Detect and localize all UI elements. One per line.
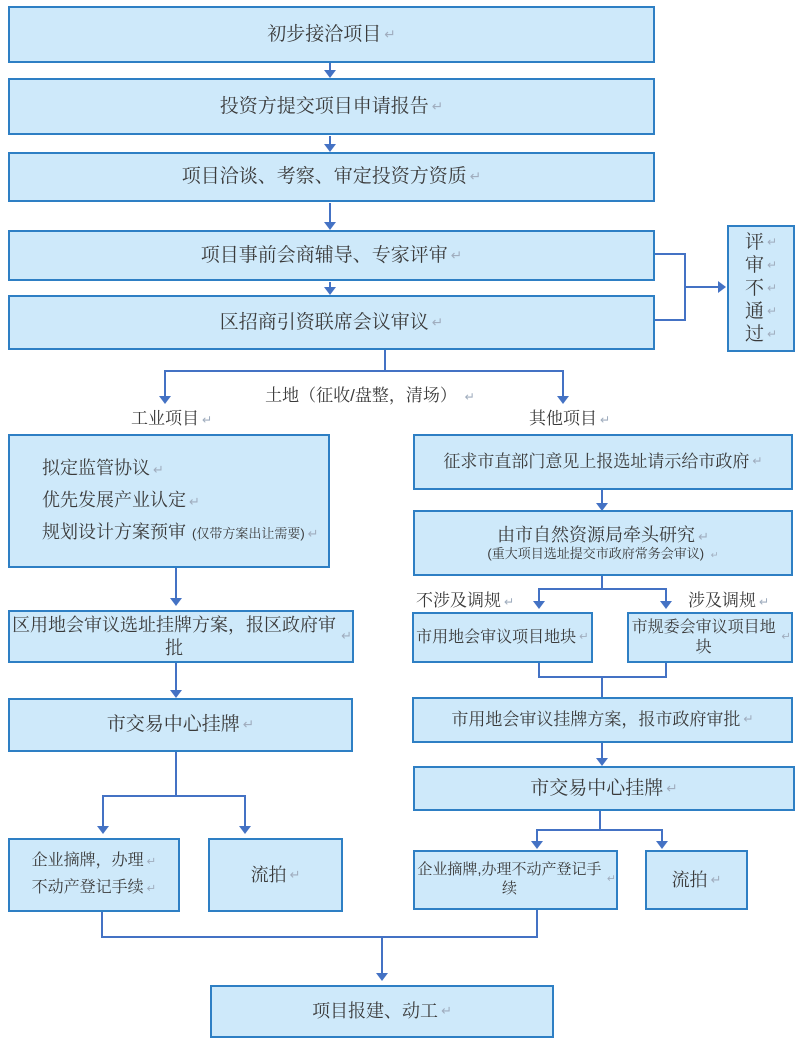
return-mark: ↵ (766, 258, 778, 272)
arrowhead-ind-1 (170, 598, 182, 606)
flow-box-expert-review-label: 项目事前会商辅导、专家评审 (200, 244, 448, 266)
return-mark: ↵ (431, 314, 444, 330)
arrowhead-main-3-4 (324, 222, 336, 230)
arrowhead-split-right (557, 396, 569, 404)
connector-joint-meeting-fail (655, 319, 686, 321)
return-mark: ↵ (766, 235, 778, 249)
final-box (210, 985, 554, 1038)
planning-committee-box (627, 612, 793, 663)
connector-oth-split2-stub (599, 811, 601, 831)
review-fail-char: 不 (744, 278, 764, 299)
arrowhead-oth-split2-left (531, 841, 543, 849)
no-adjust-label: 不涉及调规 ↵ (416, 591, 515, 610)
district-review-box (8, 610, 354, 663)
other-failed-auction-label: 流拍 (671, 869, 708, 890)
industrial-failed-auction-box (208, 838, 343, 912)
flow-box-expert-review (8, 230, 655, 281)
flow-box-negotiation-qualification (8, 152, 655, 202)
other-delist-label: 企业摘牌,办理不动产登记手续 (417, 861, 602, 897)
resource-bureau-label: 由市自然资源局牵头研究 (497, 524, 696, 545)
arrowhead-oth-split-left (533, 601, 545, 609)
review-fail-char: 审 (744, 255, 764, 276)
return-mark: ↵ (146, 856, 157, 868)
return-mark: ↵ (743, 712, 754, 727)
connector-oth-split-right (665, 588, 667, 602)
return-mark: ↵ (441, 1003, 452, 1019)
return-mark: ↵ (307, 526, 319, 541)
connector-final-bar (101, 936, 538, 938)
arrowhead-ind-2 (170, 690, 182, 698)
connector-ind-split-bar (102, 795, 246, 797)
flow-box-application-report-label: 投资方提交项目申请报告 (219, 95, 429, 117)
arrowhead-final (376, 973, 388, 981)
connector-expert-review-fail (655, 253, 686, 255)
return-mark: ↵ (600, 413, 611, 427)
connector-oth-split-bar (538, 588, 667, 590)
connector-final-right (536, 910, 538, 938)
connector-final-left (101, 912, 103, 938)
return-mark: ↵ (289, 866, 301, 882)
connector-oth-2 (601, 743, 603, 759)
return-mark: ↵ (202, 413, 213, 427)
connector-ind-split-stub (175, 752, 177, 797)
connector-oth-merge-stub (601, 676, 603, 697)
flow-box-negotiation-qualification-label: 项目洽谈、考察、审定投资方资质 (181, 166, 467, 188)
industrial-branch-label: 工业项目 ↵ (131, 409, 213, 428)
connector-ind-split-left (102, 795, 104, 827)
industrial-delist-box (8, 838, 180, 912)
return-mark: ↵ (579, 631, 589, 644)
city-review-box (412, 697, 793, 743)
return-mark: ↵ (766, 281, 778, 295)
arrowhead-oth-split-right (660, 601, 672, 609)
return-mark: ↵ (450, 247, 463, 263)
return-mark: ↵ (698, 528, 709, 544)
connector-oth-split-left (538, 588, 540, 602)
return-mark: ↵ (710, 550, 719, 561)
flow-box-joint-meeting-label: 区招商引资联席会议审议 (219, 311, 429, 333)
arrowhead-oth-split2-right (656, 841, 668, 849)
resource-bureau-note: (重大项目选址提交市政府常务会审议) (487, 546, 705, 562)
flow-box-initial-contact-label: 初步接洽项目 (267, 23, 382, 45)
return-mark: ↵ (781, 631, 791, 644)
return-mark: ↵ (504, 595, 515, 609)
return-mark: ↵ (189, 494, 200, 509)
land-label: 土地（征收/盘整，清场） ↵ (265, 386, 475, 405)
arrowhead-main-4-5 (324, 287, 336, 295)
return-mark: ↵ (606, 873, 616, 886)
review-fail-char: 评 (744, 232, 764, 253)
connector-final-stub (381, 936, 383, 974)
connector-fail-arrow (684, 286, 719, 288)
arrowhead-ind-split-right (239, 826, 251, 834)
return-mark: ↵ (759, 595, 770, 609)
review-fail-char: 过 (744, 324, 764, 345)
land-meeting-box (412, 612, 593, 663)
return-mark: ↵ (469, 169, 482, 185)
city-listing-box (413, 766, 795, 811)
land-meeting-label: 市用地会审议项目地块 (416, 628, 577, 646)
district-listing-box (8, 698, 353, 752)
industrial-failed-auction-label: 流拍 (250, 864, 287, 885)
arrowhead-fail (718, 281, 726, 293)
prep-note: (仅带方案出让需要) (192, 526, 305, 541)
return-mark: ↵ (146, 883, 157, 895)
connector-main-3-4 (329, 203, 331, 223)
industrial-delist-line-2: 不动产登记手续 (31, 879, 144, 896)
connector-split-stub (384, 350, 386, 371)
connector-oth-1 (601, 490, 603, 504)
seek-opinion-box (413, 434, 793, 490)
district-review-label: 区用地会审议选址挂牌方案，报区政府审批 (12, 615, 337, 658)
connector-ind-split-right (244, 795, 246, 827)
connector-split-left (164, 370, 166, 397)
return-mark: ↵ (341, 628, 352, 644)
arrowhead-main-2-3 (324, 144, 336, 152)
city-review-label: 市用地会审议挂牌方案，报市政府审批 (451, 710, 741, 730)
connector-ind-1 (175, 568, 177, 599)
connector-split-bar (164, 370, 564, 372)
flow-box-joint-meeting (8, 295, 655, 350)
return-mark: ↵ (666, 780, 678, 796)
return-mark: ↵ (242, 717, 255, 733)
return-mark: ↵ (766, 304, 778, 318)
return-mark: ↵ (153, 462, 164, 477)
district-listing-label: 市交易中心挂牌 (106, 714, 240, 736)
review-fail-char: 通 (744, 301, 764, 322)
review-fail-box (727, 225, 795, 352)
industrial-delist-line-1: 企业摘牌，办理 (31, 852, 144, 869)
arrowhead-split-left (159, 396, 171, 404)
connector-split-right (562, 370, 564, 397)
other-failed-auction-box (645, 850, 748, 910)
return-mark: ↵ (384, 26, 396, 42)
other-delist-box (413, 850, 618, 910)
flow-box-initial-contact (8, 6, 655, 63)
connector-ind-2 (175, 663, 177, 691)
connector-oth-split2-bar (536, 829, 663, 831)
seek-opinion-label: 征求市直部门意见上报选址请示给市政府 (443, 452, 750, 472)
arrowhead-main-1-2 (324, 70, 336, 78)
return-mark: ↵ (464, 390, 475, 404)
prep-line-3: 规划设计方案预审 (42, 522, 186, 542)
return-mark: ↵ (710, 871, 722, 887)
other-branch-label: 其他项目 ↵ (529, 409, 611, 428)
return-mark: ↵ (752, 454, 763, 469)
arrowhead-ind-split-left (97, 826, 109, 834)
final-box-label: 项目报建、动工 (312, 1001, 439, 1022)
city-listing-label: 市交易中心挂牌 (530, 777, 664, 799)
arrowhead-oth-2 (596, 758, 608, 766)
return-mark: ↵ (766, 327, 778, 341)
planning-committee-label: 市规委会审议项目地块 (631, 618, 776, 656)
adjust-label: 涉及调规 ↵ (688, 591, 770, 610)
flow-box-application-report (8, 78, 655, 135)
prep-line-2: 优先发展产业认定 (42, 490, 186, 510)
industrial-prep-box (8, 434, 330, 568)
resource-bureau-box (413, 510, 793, 576)
prep-line-1: 拟定监管协议 (42, 458, 150, 478)
return-mark: ↵ (431, 98, 444, 114)
